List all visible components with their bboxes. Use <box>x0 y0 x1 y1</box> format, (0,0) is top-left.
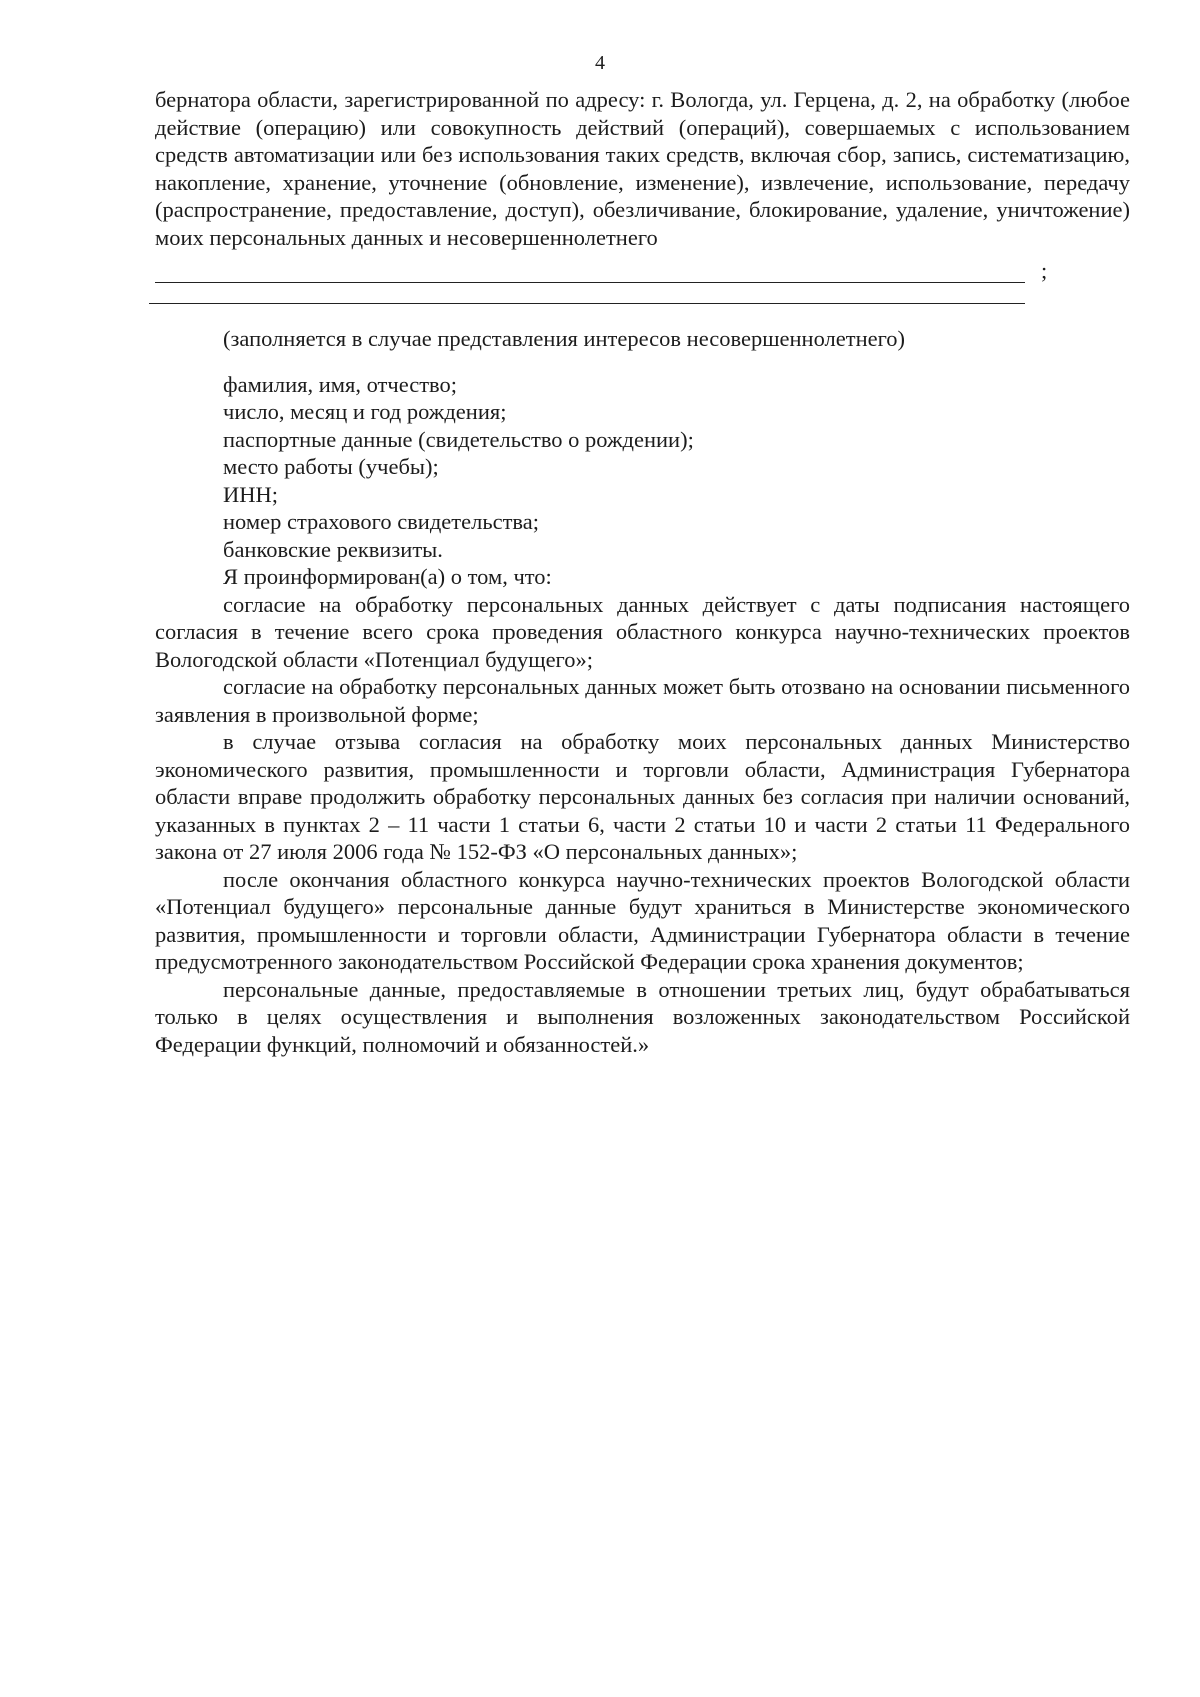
list-item: ИНН; <box>223 481 278 507</box>
list-item: паспортные данные (свидетельство о рождении); <box>223 426 694 452</box>
fill-in-note: (заполняется в случае представления интересов несовершеннолетнего) <box>223 326 906 351</box>
list-item: фамилия, имя, отчество; <box>223 371 458 397</box>
revocation-consequences-paragraph: в случае отзыва согласия на обработку моих персональных данных Министерство экономического развития, промышленности и торговли области, Администрация Губернатора области вправе продолжить обработку персональных данных без согласия при наличии оснований, указанных в пунктах 2 – 11 части 1 статьи 6, части 2 статьи 10 и части 2 статьи 11 Федерального закона от 27 июля 2006 года № 152-ФЗ «О персональных данных»; <box>155 729 1130 864</box>
list-item: номер страхового свидетельства; <box>223 509 539 534</box>
list-item: число, месяц и год рождения; <box>223 399 507 424</box>
fill-in-line <box>155 282 1025 283</box>
personal-data-list <box>155 371 1130 564</box>
fill-in-line-underline <box>149 303 1025 304</box>
informed-statement: Я проинформирован(а) о том, что: <box>223 564 552 589</box>
consent-duration-paragraph: согласие на обработку персональных данных действует с даты подписания настоящего согласия в течение всего срока проведения областного конкурса научно-технических проектов Вологодской области «Потенциал будущего»; <box>155 591 1130 672</box>
list-item: место работы (учебы); <box>223 454 439 479</box>
document-body <box>155 86 1130 1058</box>
minor-name-blank <box>155 251 1130 301</box>
line-terminator: ; <box>1041 258 1048 283</box>
third-party-data-paragraph: персональные данные, предоставляемые в отношении третьих лиц, будут обрабатываться только в целях осуществления и выполнения возложенных законодательством Российской Федерации функций, полномочий и обязанностей.» <box>155 976 1130 1057</box>
intro-paragraph: бернатора области, зарегистрированной по адресу: г. Вологда, ул. Герцена, д. 2, на обработку (любое действие (операцию) или совокупность действий (операций), совершаемых с использованием средств автоматизации или без использования таких средств, включая сбор, запись, систематизацию, накопление, хранение, уточнение (обновление, изменение), извлечение, использование, передачу (распространение, предоставление, доступ), обезличивание, блокирование, удаление, уничтожение) моих персональных данных и несовершеннолетнего <box>155 87 1130 250</box>
consent-revocation-paragraph: согласие на обработку персональных данных может быть отозвано на основании письменного заявления в произвольной форме; <box>155 674 1130 727</box>
list-item: банковские реквизиты. <box>223 536 443 562</box>
data-storage-paragraph: после окончания областного конкурса научно-технических проектов Вологодской области «Потенциал будущего» персональные данные будут храниться в Министерстве экономического развития, промышленности и торговли области, Администрации Губернатора области в течение предусмотренного законодательством Российской Федерации срока хранения документов; <box>155 866 1130 974</box>
page-number: 4 <box>595 52 605 74</box>
